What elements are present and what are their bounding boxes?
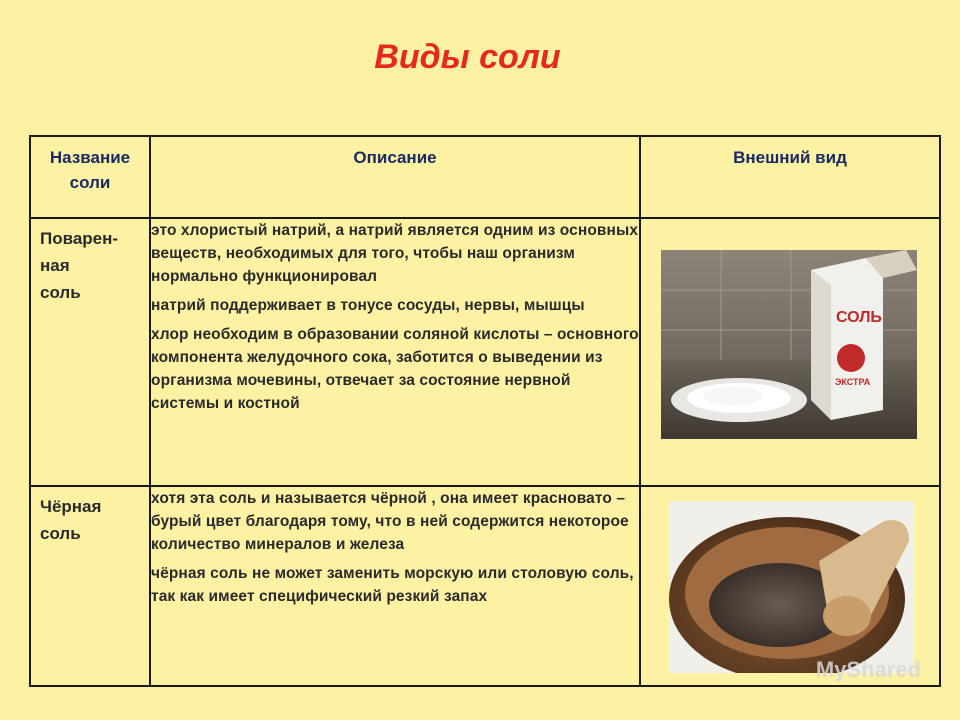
salt-types-table: [29, 135, 941, 687]
row-image-cell: [640, 218, 940, 486]
header-name: Название соли: [30, 136, 150, 218]
table-row: [30, 218, 940, 486]
description-paragraph: чёрная соль не может заменить морскую или столовую соль, так как имеет специфический резкий запах: [151, 565, 634, 605]
description-paragraph: хотя эта соль и называется чёрной , она имеет красновато – бурый цвет благодаря тому, что в ней содержится некоторое количество минералов и железа: [151, 490, 629, 553]
description-paragraph: натрий поддерживает в тонусе сосуды, нервы, мышцы: [151, 297, 585, 314]
svg-text:СОЛЬ: СОЛЬ: [836, 309, 882, 326]
salt-name: Поварен- ная соль: [40, 229, 119, 302]
description-paragraph: хлор необходим в образовании соляной кислоты – основного компонента желудочного сока, заботится о выведении из организма мочевины, отвечает за состояние нервной системы и костной: [151, 326, 639, 412]
black-salt-photo: [669, 501, 914, 673]
svg-text:ЭКСТРА: ЭКСТРА: [835, 377, 871, 387]
header-description: Описание: [150, 136, 640, 218]
watermark: MyShared: [815, 657, 921, 682]
row-name-cell: [30, 486, 150, 686]
row-image-cell: [640, 486, 940, 686]
row-description-cell: [150, 486, 640, 686]
table-header-row: [30, 136, 940, 218]
row-description-cell: [150, 218, 640, 486]
table-row: [30, 486, 940, 686]
table-salt-photo: [661, 250, 917, 439]
salt-name: Чёрная соль: [40, 497, 102, 543]
page-title: Виды соли: [374, 38, 561, 76]
description-paragraph: это хлористый натрий, а натрий является одним из основных веществ, необходимых для того, чтобы наш организм нормально функционировал: [151, 222, 639, 285]
header-appearance: Внешний вид: [640, 136, 940, 218]
row-name-cell: [30, 218, 150, 486]
